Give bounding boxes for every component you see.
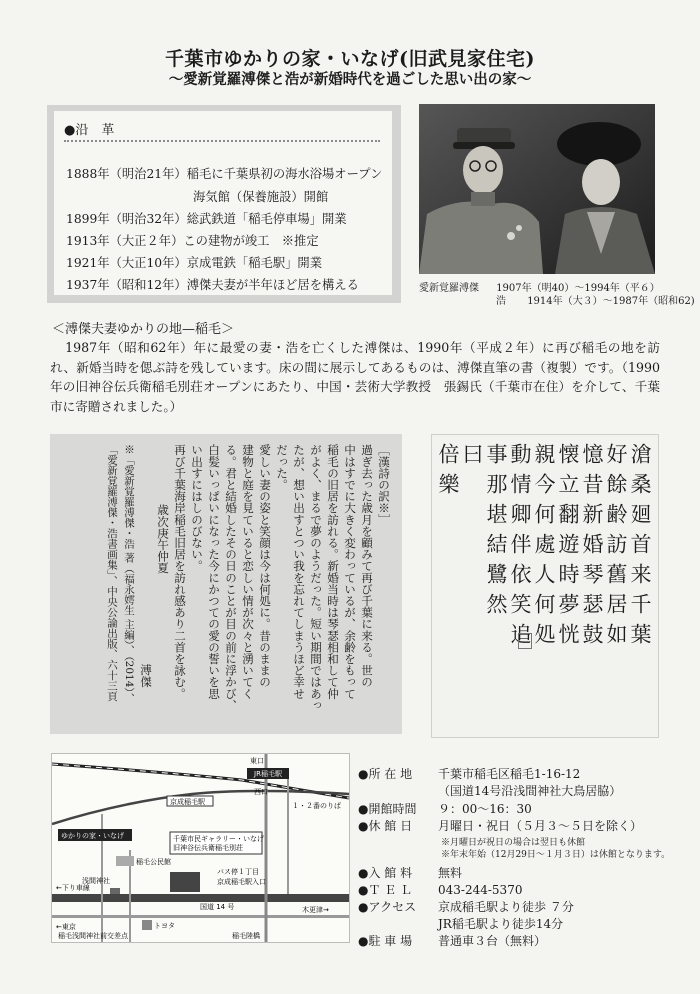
access-map <box>51 753 350 943</box>
history-text: 京成電鉄「稲毛駅」開業 <box>186 256 323 270</box>
info-value: 京成稲毛駅より徒歩 ７分 <box>438 900 574 914</box>
history-text: 海気館（保養施設）開館 <box>193 190 329 204</box>
history-year: 1921年（大正10年） <box>66 256 187 270</box>
map-community-label: 稲毛公民館 <box>136 858 171 866</box>
poem-line: 中はすでに大きく変わっているが、余齢をもって <box>343 444 357 700</box>
closure-note: ※年末年始（12月29日〜１月３日）は休館となります。 <box>441 850 671 860</box>
access-map-drawing <box>52 754 349 942</box>
info-value: JR稲毛駅より徒歩14分 <box>438 917 564 931</box>
info-label: ●アクセス <box>358 900 417 914</box>
caption-name: 愛新覚羅溥傑 <box>419 283 479 294</box>
poem-line: 再び千葉海岸稲毛旧居を訪れ感あり二首を詠む。 <box>173 444 187 700</box>
poem-line: がよく、まるで夢のようだった。短い期間ではあっ <box>309 444 323 711</box>
map-kisarazu-label: 木更津→ <box>302 906 329 914</box>
map-bus-stop-label: バス停１丁目 <box>217 868 259 876</box>
poem-heading: ［漢詩の訳※］ <box>377 444 391 526</box>
couple-photo-image <box>419 104 655 274</box>
calligraphy-column: 曰 <box>460 443 484 473</box>
map-west-exit-label: 西口 <box>254 788 268 796</box>
history-text: この建物が竣工 ※推定 <box>183 234 319 248</box>
info-row <box>358 932 546 949</box>
map-shrine-label: 浅間神社 <box>82 877 110 885</box>
info-label: ●休 館 日 <box>358 819 413 833</box>
closure-note: ※月曜日が祝日の場合は翌日も休館 <box>441 838 586 848</box>
info-value: ９：00〜16：30 <box>438 802 532 816</box>
section-heading: ＜溥傑夫妻ゆかりの地—稲毛＞ <box>52 322 235 337</box>
poem-date: 歳次庚午仲夏 <box>156 504 170 574</box>
poem-line: 愛しい妻の姿と笑顔は今は何処に。昔のままの <box>258 444 272 688</box>
calligraphy-column: 滄桑廻首来千葉 <box>628 443 652 653</box>
caption-dates: 1914年（大３）〜1987年（昭和62) <box>527 296 695 307</box>
poem-translation-box <box>50 434 402 734</box>
map-gallery-label: 千葉市民ギャラリー・いなげ <box>173 835 264 843</box>
info-row <box>358 864 462 881</box>
poem-source: ※「愛新覚羅溥傑・浩 著（福永嫮生 主編）、（2014）、 <box>123 444 135 704</box>
calligraphy-text <box>436 443 652 729</box>
map-route14-label: 国道 14 号 <box>200 903 235 911</box>
info-value: 月曜日・祝日（５月３〜５日を除く） <box>438 819 643 833</box>
info-row <box>358 817 642 834</box>
photo-caption-2 <box>496 292 695 307</box>
history-year: 1899年（明治32年） <box>66 212 187 226</box>
info-value: 普通車３台（無料） <box>438 934 547 948</box>
poem-signature: 溥傑 <box>139 664 153 688</box>
poem-line: たが、想い出すとつい我を忘れてしまうほど幸せ <box>292 444 306 700</box>
info-value: 無料 <box>438 866 463 880</box>
info-row <box>358 782 621 799</box>
map-tokyo-label: ←東京 <box>56 923 76 931</box>
map-yukari-label: ゆかりの家・いなげ <box>61 832 124 840</box>
history-heading: ●沿 革 <box>64 123 115 138</box>
map-toyota-label: トヨタ <box>154 922 175 930</box>
page-subtitle: 〜愛新覚羅溥傑と浩が新婚時代を過ごした思い出の家〜 <box>168 71 532 88</box>
info-row <box>358 765 580 782</box>
info-label: ●Ｔ Ｅ Ｌ <box>358 883 413 897</box>
history-text: 稲毛に千葉県初の海水浴場オープン <box>186 167 383 181</box>
caption-dates: 1907年（明40）〜1994年（平６） <box>496 283 660 294</box>
poem-line: る。君と結婚したその日のことが目の前に浮かび、 <box>224 444 238 711</box>
calligraphy-panel <box>431 434 659 738</box>
poem-line: 建物と庭を見ていると恋しい情が次々と湧いてく <box>241 444 255 700</box>
poem-line: 稲毛の旧居を訪れる。新婚当時は琴瑟相和して仲 <box>326 444 340 700</box>
history-row <box>66 164 382 182</box>
history-year: 1913年（大正２年） <box>66 234 184 248</box>
map-keisei-entrance-label: 京成稲毛駅入口 <box>217 878 266 886</box>
poem-line: だった。 <box>275 444 289 491</box>
poem-line: い出すにはしのびない。 <box>190 444 204 572</box>
calligraphy-column: 倍樂 <box>436 443 460 503</box>
history-box <box>47 105 401 303</box>
caption-name: 浩 <box>496 296 506 307</box>
page-title: 千葉市ゆかりの家・いなげ(旧武見家住宅) <box>165 48 535 70</box>
map-overpass-label: 稲毛陸橋 <box>232 932 260 940</box>
info-value: 千葉市稲毛区稲毛1-16-12 <box>438 767 581 781</box>
map-crossing-label: 稲毛浅間神社前交差点 <box>58 932 128 940</box>
history-text: 溥傑夫妻が半年ほど居を構える <box>186 278 359 292</box>
info-label: ●所 在 地 <box>358 767 413 781</box>
info-label: ●開館時間 <box>358 802 417 816</box>
info-row <box>358 800 532 817</box>
history-text: 総武鉄道「稲毛停車場」開業 <box>186 212 347 226</box>
history-row <box>193 187 328 205</box>
map-down-lane-label: ←下り車線 <box>56 884 90 892</box>
map-villa-label: 旧神谷伝兵衛稲毛別荘 <box>173 844 243 852</box>
map-jr-station-label: JR稲毛駅 <box>254 770 282 778</box>
info-value: 043-244-5370 <box>438 883 523 897</box>
info-value: （国道14号沿浅間神社大鳥居脇） <box>438 784 622 798</box>
calligraphy-column: 事那堪結鷺然 <box>484 443 508 623</box>
poem-source: 「愛新覚羅溥傑・浩書画集」、中央公論出版、六十三頁 <box>106 444 118 702</box>
history-row <box>66 253 322 271</box>
info-label: ●駐 車 場 <box>358 934 413 948</box>
poem-text <box>103 444 392 726</box>
map-east-exit-label: 東口 <box>250 757 264 765</box>
poem-line: 白髪いっぱいになった今にかつての愛の誓いを思 <box>207 444 221 700</box>
info-row <box>358 915 563 932</box>
history-year: 1888年（明治21年） <box>66 167 187 181</box>
history-row <box>66 209 347 227</box>
calligraphy-column: 好餘齢訪舊居如 <box>604 443 628 653</box>
calligraphy-column: 懐立翻遊時夢恍 <box>556 443 580 653</box>
section-paragraph: 1987年（昭和62年）年に最愛の妻・浩を亡くした溥傑は、1990年（平成２年）に再び稲毛の地を訪れ、新婚当時を偲ぶ詩を残しています。床の間に展示してあるものは、溥傑直筆の書（複製）です。（1990年の旧神谷伝兵衛稲毛別荘オープンにあたり、中国・芸術大学教授 張錫氏（千葉市在住）を介して、千葉市に寄贈されました。） <box>50 340 660 414</box>
info-row <box>358 881 522 898</box>
divider <box>64 140 380 142</box>
map-keisei-station-label: 京成稲毛駅 <box>170 798 205 806</box>
info-label: ●入 館 料 <box>358 866 413 880</box>
info-row <box>358 898 574 915</box>
history-row <box>66 275 359 293</box>
calligraphy-column: 親今何處人何処 <box>532 443 556 653</box>
history-year: 1937年（昭和12年） <box>66 278 187 292</box>
calligraphy-column: 憶昔新婚琴瑟鼓 <box>580 443 604 653</box>
poem-line: 過ぎ去った歳月を顧みて再び千葉に来る。世の <box>360 444 374 688</box>
calligraphy-column: 動情卿伴依笑追 <box>508 443 532 653</box>
map-platform-label: １・２番のりば <box>292 802 341 810</box>
couple-photo <box>419 104 655 274</box>
seal-stamp <box>518 633 532 649</box>
history-row <box>66 231 319 249</box>
